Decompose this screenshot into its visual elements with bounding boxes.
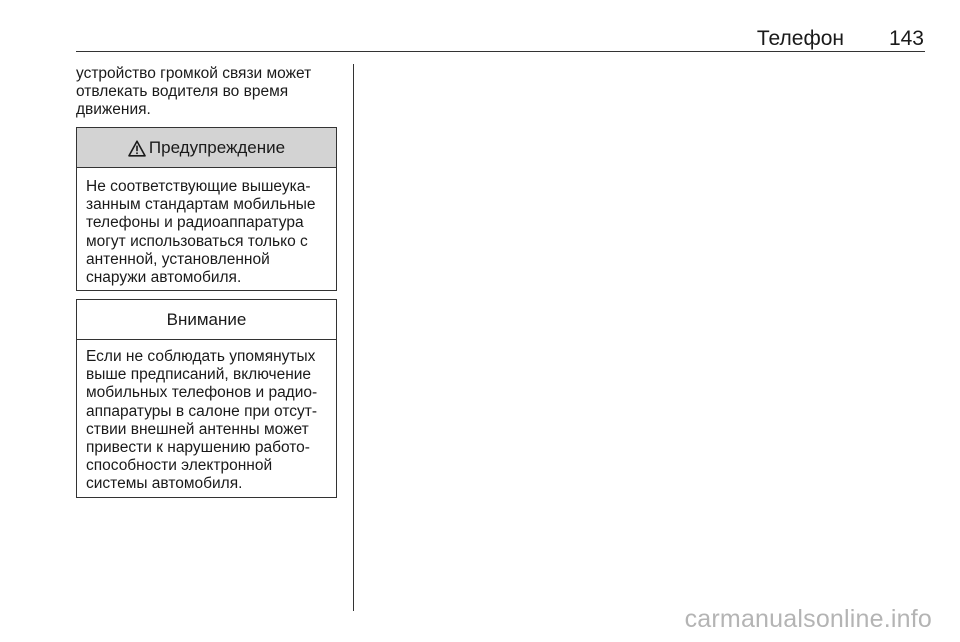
warning-box	[76, 127, 337, 291]
header-rule	[76, 51, 925, 52]
page-number: 143	[888, 27, 924, 50]
notice-box-header	[77, 300, 336, 340]
warning-box-header	[77, 128, 336, 168]
intro-paragraph: устройство громкой связи может отвлекать водителя во время движения.	[76, 65, 312, 119]
column-divider	[353, 64, 354, 611]
notice-box-body: Если не соблюдать упомянутых выше предписаний, включение мобильных телефонов и радио- аппаратуры в салоне при отсут- ствии внешней антенны может привести к нарушению работо- способности электронной системы автомобиля.	[86, 348, 318, 493]
notice-box	[76, 299, 337, 498]
watermark: carmanualsonline.info	[684, 605, 932, 633]
notice-box-title: Внимание	[166, 309, 247, 329]
warning-box-body: Не соответствующие вышеука- занным стандартам мобильные телефоны и радиоаппаратура могут использоваться только с антенной, установленной снаружи автомобиля.	[86, 178, 316, 287]
page-header	[76, 26, 926, 52]
warning-box-title: Предупреждение	[148, 137, 286, 157]
warning-triangle-icon	[128, 140, 146, 157]
chapter-title: Телефон	[756, 27, 844, 50]
